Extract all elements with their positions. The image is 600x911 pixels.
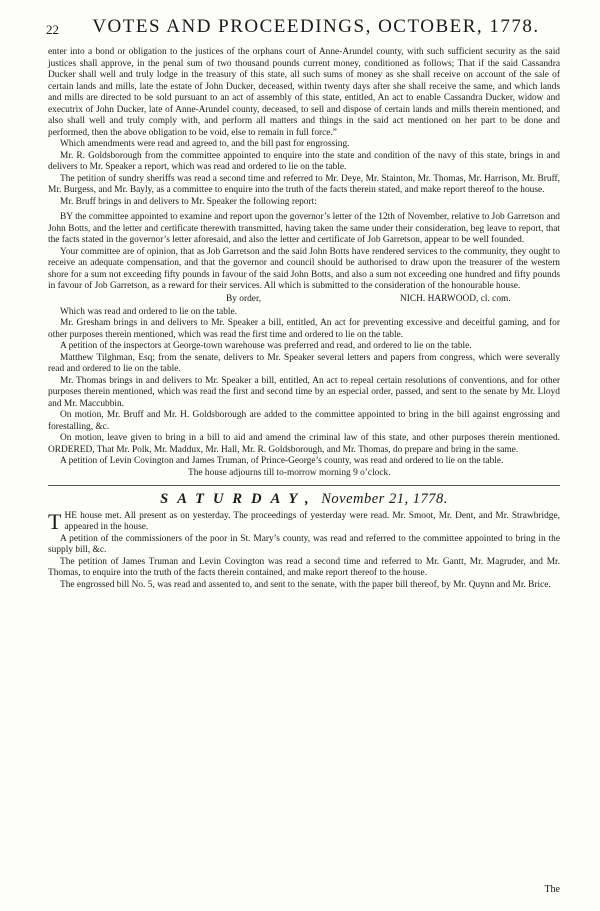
day-heading [48,491,560,507]
opening-text: HE house met. All present as on yesterday. The proceedings of yesterday were read. Mr. Smoot, Mr. Dent, and Mr. Strawbridge, appeared in the house. [64,510,560,532]
document-body [48,47,560,591]
report-paragraph: BY the committee appointed to examine and report upon the governor’s letter of the 12th of November, relative to Job Garretson and John Botts, and the letter and certificate therewith transmitted, having taken the same under their consideration, beg leave to report, that the facts stated in the governor’s letter aforesaid, and also the letter and certificate of Job Garretson, appear to be well founded. [48,212,560,245]
by-order-text: By order, [226,293,262,304]
catchword: The [544,884,560,895]
paragraph: Mr. Thomas brings in and delivers to Mr. Speaker a bill, entitled, An act to repeal certain resolutions of conventions, and for other purposes therein mentioned, which was read the first and second time by an especial order, passed, and sent to the senate by Mr. Lloyd and Mr. Maccubbin. [48,375,560,409]
paragraph: On motion, leave given to bring in a bill to aid and amend the criminal law of this state, and other purposes therein mentioned. ORDERED, That Mr. Polk, Mr. Maddux, Mr. Hall, Mr. R. Goldsborough, and Mr. Thomas, do prepare and bring in the same. [48,433,560,455]
drop-cap: T [48,508,62,534]
day-name: SATURDAY, [160,491,318,507]
page-number: 22 [46,22,59,37]
report-paragraph: Your committee are of opinion, that as Job Garretson and the said John Botts have rendered services to the community, they ought to receive an adequate compensation, and that the governor and council should be authorised to draw upon the treasurer of the western shore for a sum not exceeding fifty pounds in favour of the said John Botts, and also a sum not exceeding one hundred and fifty pounds in favour of Job Garretson, as a reward for their services. All which is submitted to the consideration of the honourable house. [48,246,560,291]
running-head: VOTES AND PROCEEDINGS, OCTOBER, 1778. [92,16,540,37]
paragraph: The petition of sundry sheriffs was read a second time and referred to Mr. Deye, Mr. Stainton, Mr. Thomas, Mr. Harrison, Mr. Bruff, Mr. Burgess, and Mr. Bayly, as a committee to enquire into the truth of the facts therein stated, and make report thereof to the house. [48,173,560,195]
paragraph: Mr. Bruff brings in and delivers to Mr. Speaker the following report: [60,196,317,207]
page-header [46,16,566,42]
clerk-signature: NICH. HARWOOD, cl. com. [400,293,511,304]
paragraph: A petition of the inspectors at George-town warehouse was preferred and read, and ordered to lie on the table. [60,341,472,351]
paragraph: enter into a bond or obligation to the justices of the orphans court of Anne-Arundel county, with such sufficient security as the said justices shall approve, in the penal sum of two thousand pounds current money, conditioned as follows; That if the said Cassandra Ducker shall well and truly lodge in the treasury of this state, all such sums of money as she shall receive on account of the sale of certain lands and mills, late the estate of John Ducker, deceased, within twenty days after she shall receive the same, and which lands and mills are directed to be sold pursuant to an act of assembly of this state, entitled, An act to enable Cassandra Ducker, widow and executrix of John Ducker, late of Anne-Arundel county, deceased, to sell and dispose of certain lands and mills therein mentioned, and also shall well and truly comply with, and perform all matters and things in the said act mentioned on her part to be done and performed, then the above obligation to be void, else to remain in full force.” [48,47,560,138]
opening-paragraph [48,508,560,534]
paragraph: The petition of James Truman and Levin Covington was read a second time and referred to Mr. Gantt, Mr. Magruder, and Mr. Thomas, to enquire into the truth of the facts therein contained, and make report thereof to the house. [48,556,560,578]
section-divider [48,485,560,486]
day-date: November 21, 1778. [321,491,448,507]
paragraph: Mr. R. Goldsborough from the committee appointed to enquire into the state and condition of the navy of this state, brings in and delivers to Mr. Speaker a report, which was read and ordered to lie on the table. [48,150,560,172]
paragraph: On motion, Mr. Bruff and Mr. H. Goldsborough are added to the committee appointed to bring in the bill against engrossing and forestalling, &c. [48,410,560,432]
paragraph: Mr. Gresham brings in and delivers to Mr. Speaker a bill, entitled, An act for preventing excessive and deceitful gaming, and for other purposes therein mentioned, which was read the first time and ordered to lie on the table. [48,318,560,340]
paragraph: Matthew Tilghman, Esq; from the senate, delivers to Mr. Speaker several letters and papers from congress, which were severally read and ordered to lie on the table. [48,352,560,374]
adjournment-line: The house adjourns till to-morrow morning 9 o’clock. [188,467,391,478]
paragraph: Which amendments were read and agreed to, and the bill past for engrossing. [60,139,350,149]
paragraph: A petition of the commissioners of the poor in St. Mary’s county, was read and referred to the committee appointed to bring in the supply bill, &c. [48,533,560,555]
paragraph: The engrossed bill No. 5, was read and assented to, and sent to the senate, with the paper bill thereof, by Mr. Quynn and Mr. Brice. [60,579,551,590]
signature-block [48,294,560,306]
paragraph: Which was read and ordered to lie on the table. [60,306,238,317]
paragraph: A petition of Levin Covington and James Truman, of Prince-George’s county, was read and ordered to lie on the table. [60,456,504,466]
